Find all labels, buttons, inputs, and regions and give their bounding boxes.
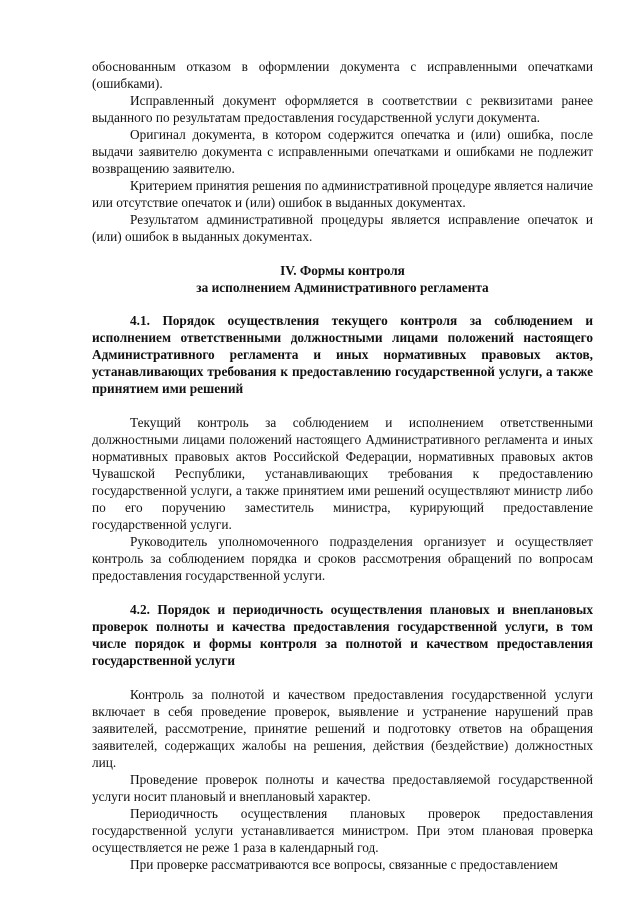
- paragraph: Руководитель уполномоченного подразделения организует и осуществляет контроль за соблюдением порядка и сроков рассмотрения обращений по вопросам предоставления государственной услуги.: [92, 534, 593, 583]
- paragraph: Оригинал документа, в котором содержится опечатка и (или) ошибка, после выдачи заявителю документа с исправленными опечатками и ошибками не подлежит возвращению заявителю.: [92, 127, 593, 176]
- section-title-line1: IV. Формы контроля: [280, 263, 405, 278]
- paragraph: Результатом административной процедуры является исправление опечаток и (или) ошибок в выданных документах.: [92, 212, 593, 244]
- paragraph: Проведение проверок полноты и качества предоставляемой государственной услуги носит плановый и внеплановый характер.: [92, 772, 593, 804]
- subsection-title-4-1: 4.1. Порядок осуществления текущего контроля за соблюдением и исполнением ответственными должностными лицами положений настоящего Административного регламента и иных нормативных правовых актов, устанавливающих требования к предоставлению государственной услуги, а также принятием ими решений: [92, 313, 593, 396]
- paragraph: Критерием принятия решения по административной процедуре является наличие или отсутствие опечаток и (или) ошибок в выданных документах.: [92, 178, 593, 210]
- paragraph: При проверке рассматриваются все вопросы, связанные с предоставлением: [130, 857, 558, 872]
- paragraph-continuation: обоснованным отказом в оформлении документа с исправленными опечатками (ошибками).: [92, 59, 593, 91]
- paragraph: Периодичность осуществления плановых проверок предоставления государственной услуги устанавливается министром. При этом плановая проверка осуществляется не реже 1 раза в календарный год.: [92, 806, 593, 855]
- section-heading: [92, 262, 593, 296]
- paragraph: Исправленный документ оформляется в соответствии с реквизитами ранее выданного по результатам предоставления государственной услуги документа.: [92, 93, 593, 125]
- subsection-title-4-2: 4.2. Порядок и периодичность осуществления плановых и внеплановых проверок полноты и качества предоставления государственной услуги, в том числе порядок и формы контроля за полнотой и качеством предоставления государственной услуги: [92, 602, 593, 668]
- paragraph: Контроль за полнотой и качеством предоставления государственной услуги включает в себя проведение проверок, выявление и устранение нарушений прав заявителей, рассмотрение, принятие решений и подготовку ответов на обращения заявителей, содержащих жалобы на решения, действия (бездействие) должностных лиц.: [92, 687, 593, 770]
- paragraph: Текущий контроль за соблюдением и исполнением ответственными должностными лицами положений настоящего Административного регламента и иных нормативных правовых актов Российской Федерации, нормативных правовых актов Чувашской Республики, устанавливающих требования к предоставлению государственной услуги, а также принятием ими решений осуществляют министр либо по его поручению заместитель министра, курирующий предоставление государственной услуги.: [92, 415, 593, 532]
- section-title-line2: за исполнением Административного регламента: [196, 280, 489, 295]
